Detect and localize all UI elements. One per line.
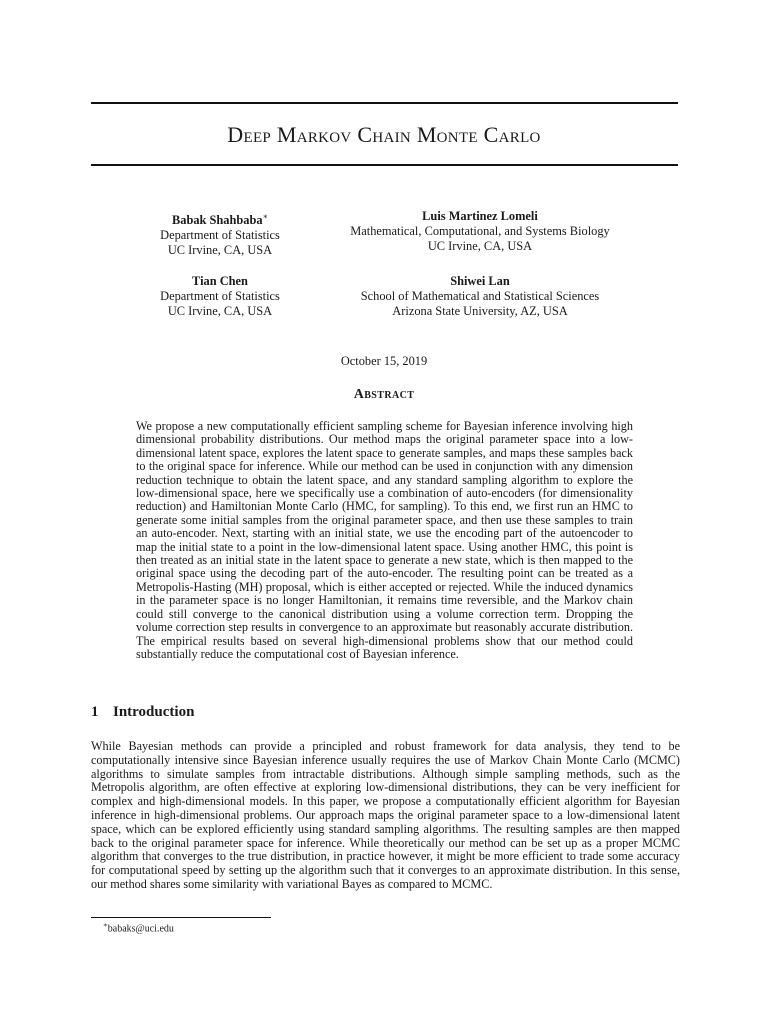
author-location: UC Irvine, CA, USA — [427, 239, 533, 253]
footnote — [103, 921, 174, 934]
paper-title: Deep Markov Chain Monte Carlo — [227, 122, 541, 147]
section-number: 1 — [91, 704, 99, 720]
abstract-text: We propose a new computationally efficient sampling scheme for Bayesian inference involving high dimensional probability distributions. Our method maps the original parameter space into a low-dimensional latent space, explores the latent space to generate samples, and maps these samples back to the original space for inference. While our method can be used in conjunction with any dimension reduction technique to obtain the latent space, and any standard sampling algorithm to explore the low-dimensional space, here we specifically use a combination of auto-encoders (for dimensionality reduction) and Hamiltonian Monte Carlo (HMC, for sampling). To this end, we first run an HMC to generate some initial samples from the original parameter space, and then use these samples to train an auto-encoder. Next, starting with an initial state, we use the encoding part of the autoencoder to map the initial state to a point in the low-dimensional latent space. Using another HMC, this point is then treated as an initial state in the latent space to generate a new state, which is then mapped to the original space using the decoding part of the auto-encoder. The resulting point can be treated as a Metropolis-Hasting (MH) proposal, which is either accepted or rejected. While the induced dynamics in the parameter space is no longer Hamiltonian, it remains time reversible, and the Markov chain could still converge to the canonical distribution using a volume correction term. Dropping the volume correction step results in convergence to an approximate but reasonably accurate distribution. The empirical results based on several high-dimensional problems show that our method could substantially reduce the computational cost of Bayesian inference. — [136, 419, 633, 661]
section-heading — [91, 704, 194, 721]
author-affiliation: School of Mathematical and Statistical Sciences — [360, 289, 600, 303]
footnote-mark: ∗ — [103, 921, 108, 929]
abstract-heading: Abstract — [353, 387, 415, 402]
footnote-rule — [91, 917, 271, 918]
author-name: Babak Shahbaba∗ — [171, 212, 268, 228]
author-location: UC Irvine, CA, USA — [167, 243, 273, 258]
author-block — [330, 274, 630, 319]
title-bottom-rule — [91, 164, 678, 166]
introduction-text: While Bayesian methods can provide a principled and robust framework for data analysis, they tend to be computationally intensive since Bayesian inference usually requires the use of Markov Chain Monte Carlo (MCMC) algorithms to simulate samples from intractable distributions. Although simple sampling methods, such as the Metropolis algorithm, are often effective at exploring low-dimensional distributions, they can be very inefficient for complex and high-dimensional models. In this paper, we propose a computationally efficient algorithm for Bayesian inference in high-dimensional problems. Our approach maps the original parameter space to a low-dimensional latent space, which can be explored efficiently using standard sampling algorithms. The resulting samples are then mapped back to the original parameter space for inference. While theoretically our method can be set up as a proper MCMC algorithm that converges to the true distribution, in practice however, it might be more efficient to trade some accuracy for computational speed by setting up the algorithm such that it converges to an approximate distribution. In this sense, our method shares some similarity with variational Bayes as compared to MCMC. — [91, 739, 680, 891]
author-name: Shiwei Lan — [450, 274, 510, 288]
author-block — [120, 274, 320, 319]
section-title: Introduction — [113, 704, 195, 720]
footnote-email: babaks@uci.edu — [107, 923, 174, 935]
author-block — [330, 209, 630, 254]
publication-date: October 15, 2019 — [340, 354, 428, 368]
author-name: Tian Chen — [192, 274, 248, 288]
title-top-rule — [91, 102, 678, 104]
author-block — [120, 209, 320, 258]
author-affiliation: Department of Statistics — [160, 289, 280, 303]
author-affiliation: Department of Statistics — [160, 228, 280, 243]
author-affiliation: Mathematical, Computational, and Systems Biology — [350, 224, 610, 238]
author-location: UC Irvine, CA, USA — [167, 304, 273, 318]
author-name: Luis Martinez Lomeli — [422, 209, 538, 223]
author-location: Arizona State University, AZ, USA — [392, 304, 568, 318]
author-footnote-mark: ∗ — [262, 212, 268, 221]
